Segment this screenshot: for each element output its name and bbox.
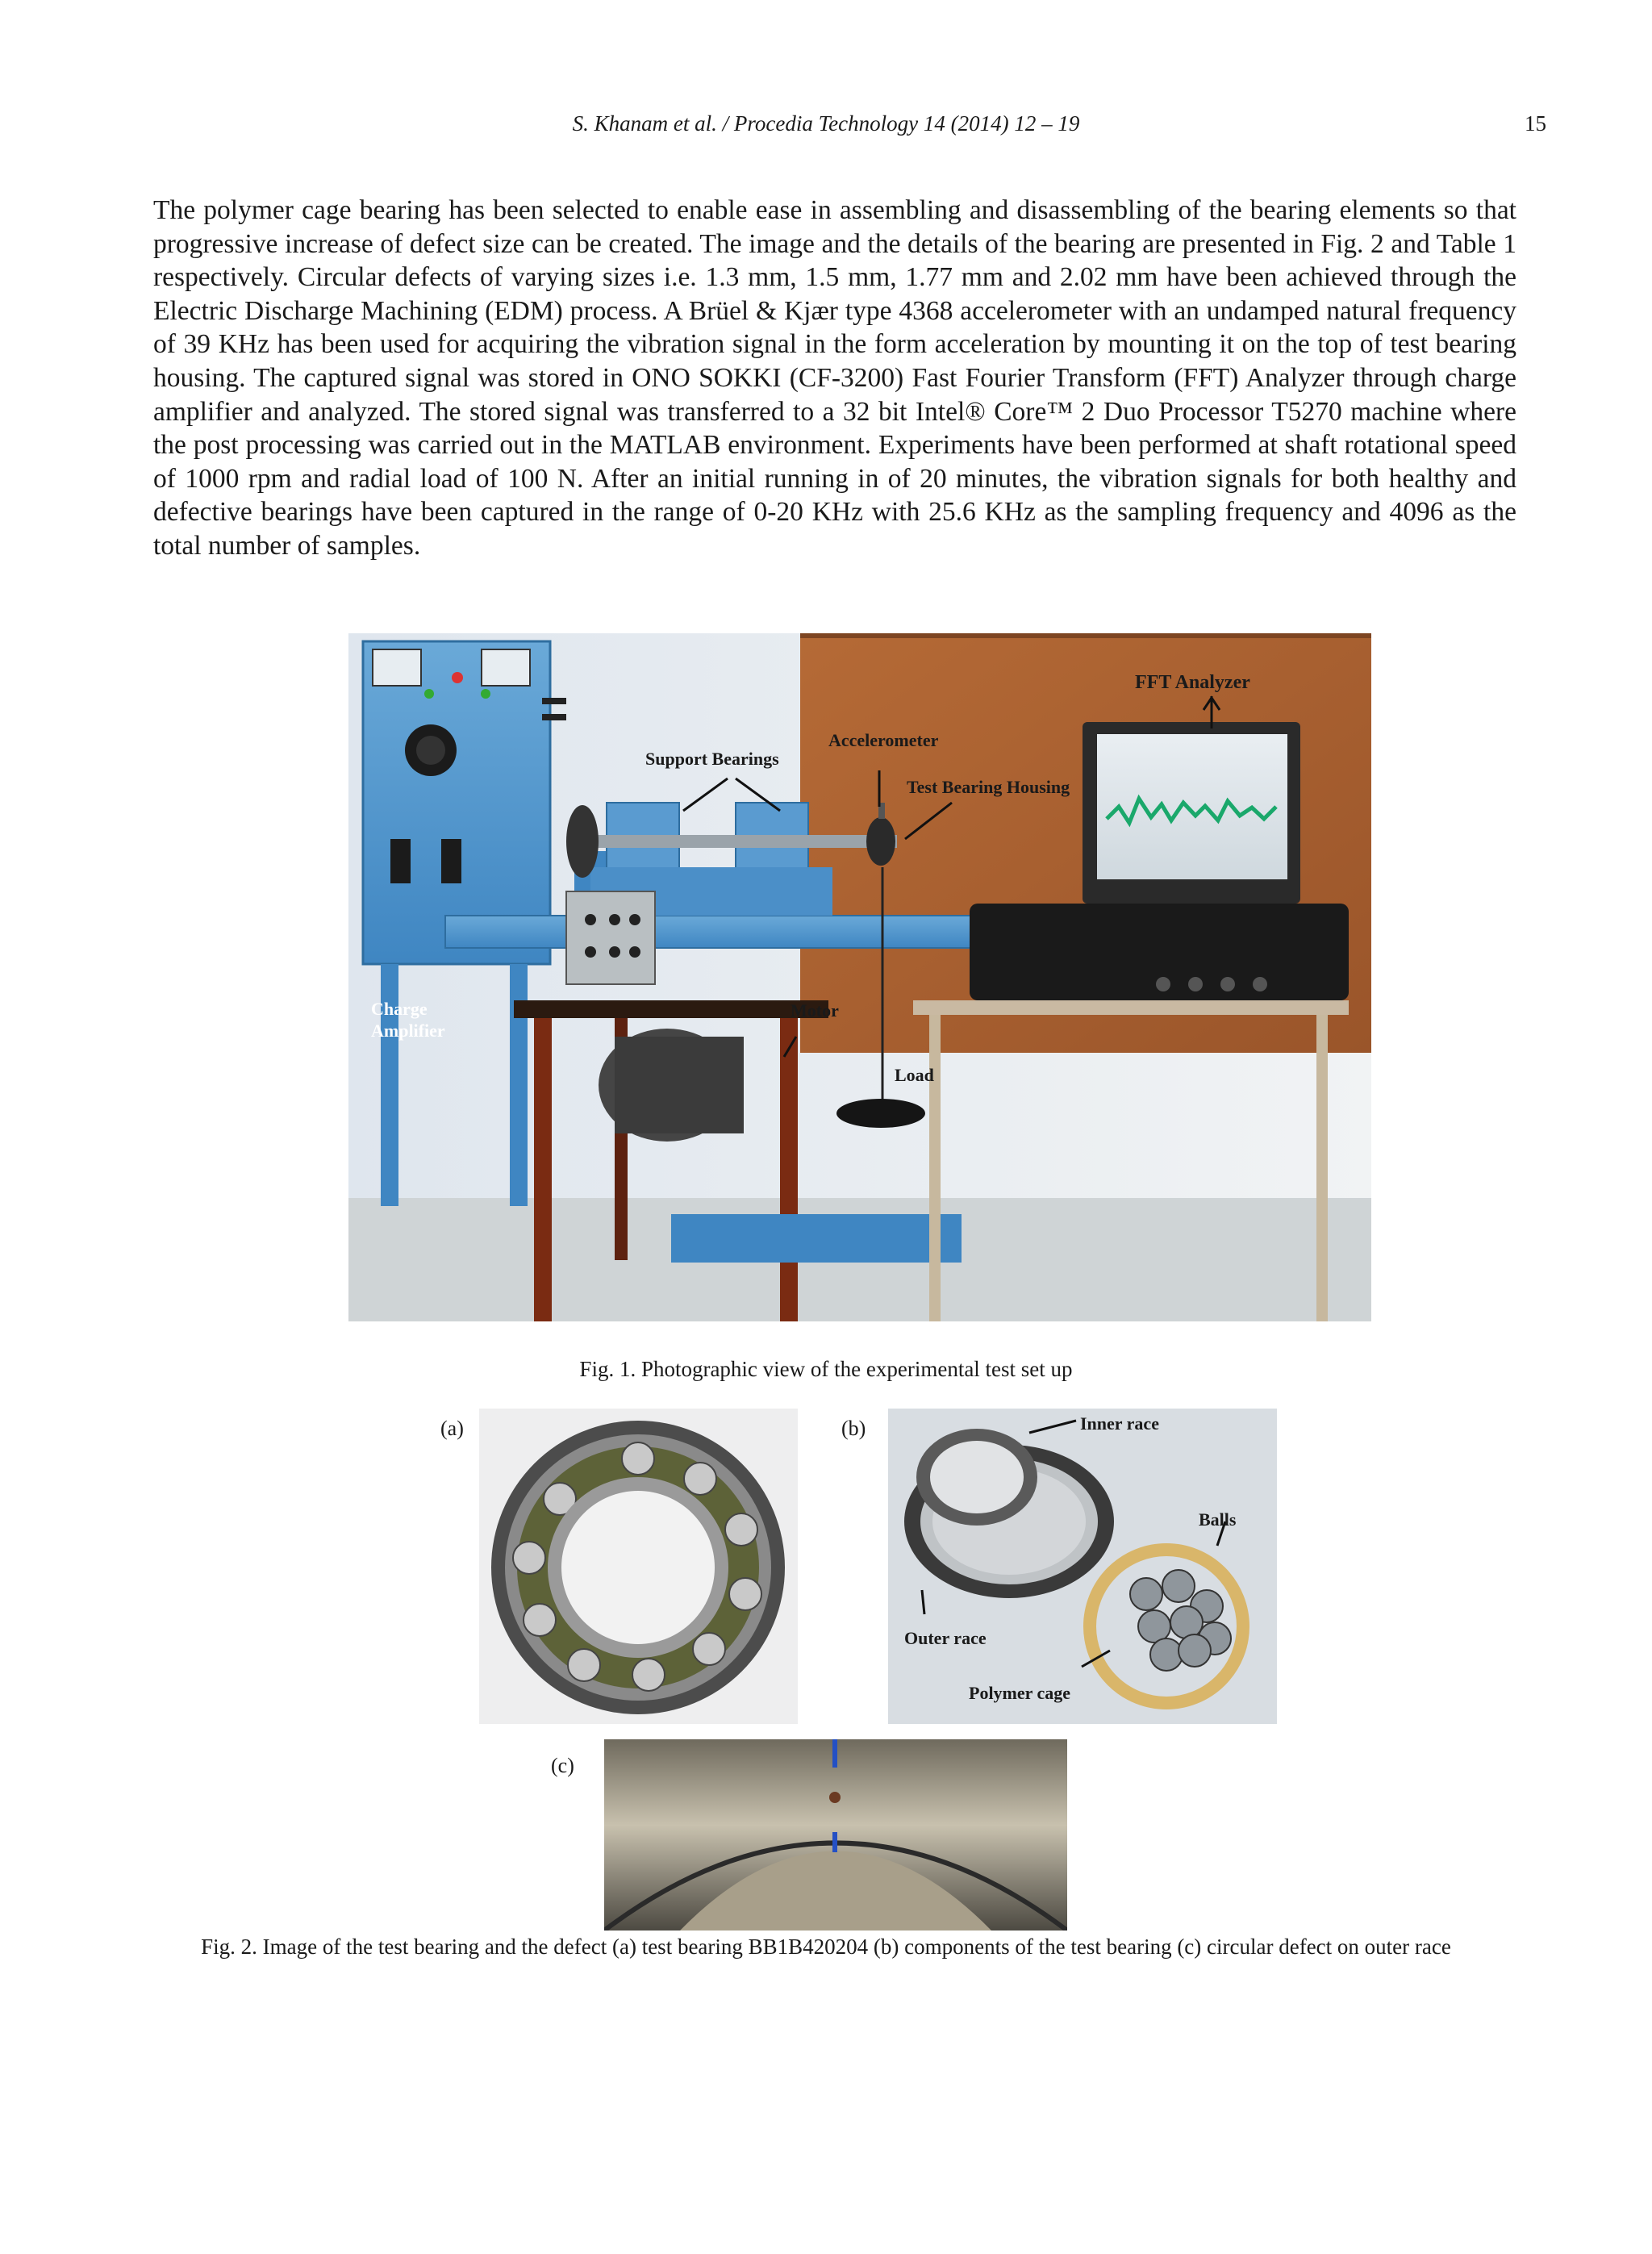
label-accelerometer: Accelerometer bbox=[828, 730, 939, 750]
label-motor: Motor bbox=[791, 1000, 839, 1021]
label-test-bearing-housing: Test Bearing Housing bbox=[907, 777, 1070, 797]
panel-letter-a: (a) bbox=[440, 1417, 464, 1440]
label-outer-race: Outer race bbox=[904, 1628, 987, 1648]
panel-letter-c: (c) bbox=[551, 1754, 574, 1777]
label-inner-race: Inner race bbox=[1080, 1413, 1159, 1434]
panel-letter-b: (b) bbox=[841, 1417, 866, 1440]
label-charge: Charge bbox=[371, 999, 428, 1019]
figure-1-caption: Fig. 1. Photographic view of the experimental test set up bbox=[579, 1357, 1073, 1381]
body-paragraph: The polymer cage bearing has been selected to enable ease in assembling and disassembling of the bearing elements so that progressive increase of defect size can be created. The image and the details of the bearing are presented in Fig. 2 and Table 1 respectively. Circular defects of varying sizes i.e. 1.3 mm, 1.5 mm, 1.77 mm and 2.02 mm have been achieved through the Electric Discharge Machining (EDM) process. A Brüel & Kjær type 4368 accelerometer with an undamped natural frequency of 39 KHz has been used for acquiring the vibration signal in the form acceleration by mounting it on the top of test bearing housing. The captured signal was stored in ONO SOKKI (CF-3200) Fast Fourier Transform (FFT) Analyzer through charge amplifier and analyzed. The stored signal was transferred to a 32 bit Intel® Core™ 2 Duo Processor T5270 machine where the post processing was carried out in the MATLAB environment. Experiments have been performed at shaft rotational speed of 1000 rpm and radial load of 100 N. After an initial running in of 20 minutes, the vibration signals for both healthy and defective bearings have been captured in the range of 0-20 KHz with 25.6 KHz as the sampling frequency and 4096 as the total number of samples. bbox=[153, 195, 1516, 561]
label-fft-analyzer: FFT Analyzer bbox=[1135, 672, 1250, 693]
figure-2-caption: Fig. 2. Image of the test bearing and the defect (a) test bearing BB1B420204 (b) components of the test bearing (c) circular defect on outer race bbox=[201, 1935, 1451, 1959]
figure-2c-defect-photo bbox=[604, 1739, 1067, 1931]
label-balls: Balls bbox=[1199, 1509, 1237, 1530]
running-title: S. Khanam et al. / Procedia Technology 14 (2014) 12 – 19 bbox=[572, 111, 1080, 136]
label-amplifier: Amplifier bbox=[371, 1021, 445, 1041]
figure-1-photo bbox=[348, 633, 1371, 1321]
figure-2a-bearing-photo bbox=[479, 1409, 798, 1724]
label-support-bearings: Support Bearings bbox=[645, 749, 779, 769]
label-load: Load bbox=[895, 1065, 934, 1085]
figure-2b-components-photo bbox=[888, 1409, 1277, 1724]
page-number: 15 bbox=[1525, 111, 1546, 136]
label-polymer-cage: Polymer cage bbox=[969, 1683, 1071, 1703]
